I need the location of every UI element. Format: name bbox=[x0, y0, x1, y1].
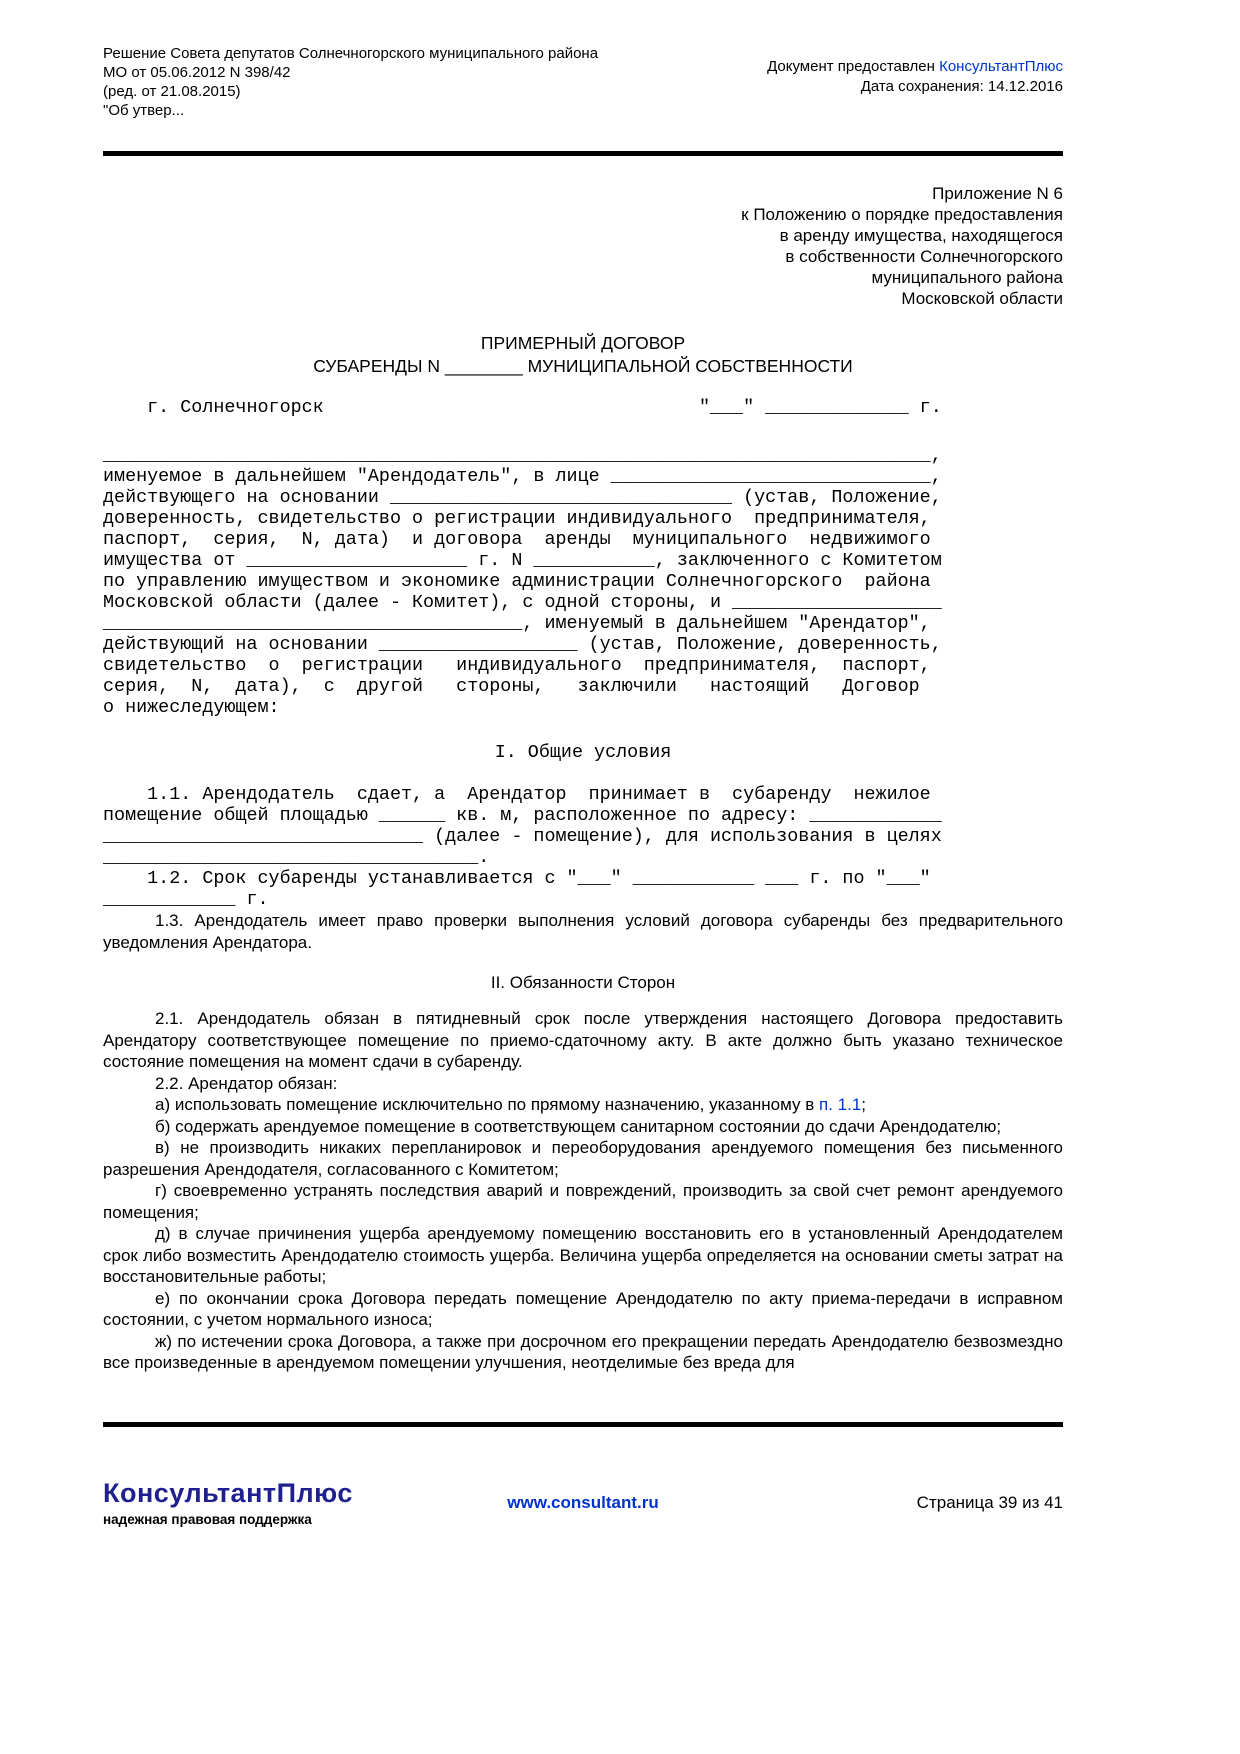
text-line: __________________________________. bbox=[103, 847, 490, 868]
text-line: в собственности Солнечногорского bbox=[785, 247, 1063, 266]
text-line: 1.2. Срок субаренды устанавливается с "___" ___________ ___ г. по "___" bbox=[103, 868, 931, 889]
document-provided-info bbox=[767, 44, 1063, 120]
title-line-2: СУБАРЕНДЫ N ________ МУНИЦИПАЛЬНОЙ СОБСТВЕННОСТИ bbox=[313, 356, 853, 376]
text-line: в аренду имущества, находящегося bbox=[779, 226, 1063, 245]
text-line: помещение общей площадью ______ кв. м, расположенное по адресу: ____________ bbox=[103, 805, 942, 826]
saved-date: Дата сохранения: 14.12.2016 bbox=[860, 78, 1063, 95]
clause-1-3: 1.3. Арендодатель имеет право проверки выполнения условий договора субаренды без предварительного уведомления Арендатора. bbox=[103, 911, 1063, 952]
text-line: действующий на основании __________________ (устав, Положение, доверенность, bbox=[103, 634, 942, 655]
clause-2-2: 2.2. Арендатор обязан: bbox=[155, 1073, 338, 1093]
top-divider bbox=[103, 151, 1063, 156]
text-line: доверенность, свидетельство о регистрации индивидуального предпринимателя, bbox=[103, 508, 931, 529]
text-line: Приложение N 6 bbox=[932, 184, 1063, 203]
brand-block bbox=[103, 1478, 507, 1527]
text-line: действующего на основании _______________________________ (устав, Положение, bbox=[103, 487, 942, 508]
clause-2-2-v: в) не производить никаких перепланировок и переоборудования арендуемого помещения без письменного разрешения Арендодателя, согласованного с Комитетом; bbox=[103, 1138, 1063, 1179]
text-line: Московской области (далее - Комитет), с одной стороны, и ___________________ bbox=[103, 592, 942, 613]
text-line: паспорт, серия, N, дата) и договора аренды муниципального недвижимого bbox=[103, 529, 931, 550]
provided-prefix: Документ предоставлен bbox=[767, 58, 940, 75]
text-line: свидетельство о регистрации индивидуального предпринимателя, паспорт, bbox=[103, 655, 931, 676]
text-line: о нижеследующем: bbox=[103, 697, 280, 718]
page-header bbox=[103, 0, 1063, 120]
text-line: ____________ г. bbox=[103, 889, 269, 910]
text-line: 1.1. Арендодатель сдает, а Арендатор принимает в субаренду нежилое bbox=[103, 784, 931, 805]
provided-line bbox=[767, 57, 1063, 77]
section-1-body bbox=[103, 784, 1063, 910]
clause-2-2-d: д) в случае причинения ущерба арендуемому помещению восстановить его в установленный Арендодателем срок либо возместить Арендодателю стоимость ущерба. Величина ущерба определяется на основании сметы затрат на восстановительные работы; bbox=[103, 1224, 1063, 1286]
text-line: по управлению имуществом и экономике администрации Солнечногорского района bbox=[103, 571, 931, 592]
consultantplus-logo: КонсультантПлюс bbox=[103, 1478, 353, 1508]
text-line: Решение Совета депутатов Солнечногорского муниципального района bbox=[103, 45, 599, 62]
clause-2-2-zh: ж) по истечении срока Договора, а также при досрочном его прекращении передать Арендодателю безвозмездно все произведенные в арендуемом помещении улучшения, неотделимые без вреда для bbox=[103, 1331, 1063, 1372]
footer-url-wrap bbox=[507, 1493, 658, 1513]
page-number: Страница 39 из 41 bbox=[916, 1492, 1063, 1512]
title-line-1: ПРИМЕРНЫЙ ДОГОВОР bbox=[480, 333, 686, 353]
clause-text: ; bbox=[861, 1095, 867, 1114]
text-line: _____________________________ (далее - помещение), для использования в целях bbox=[103, 826, 942, 847]
clause-2-2-b: б) содержать арендуемое помещение в соответствующем санитарном состоянии до сдачи Арендодателю; bbox=[155, 1116, 1002, 1136]
consultantplus-header-link[interactable]: КонсультантПлюс bbox=[939, 58, 1063, 75]
page-footer bbox=[103, 1478, 1063, 1527]
section-1-heading: I. Общие условия bbox=[494, 742, 672, 763]
clause-2-1: 2.1. Арендодатель обязан в пятидневный срок после утверждения настоящего Договора предоставить Арендатору соответствующее помещение по приемо-сдаточному акту. В акте должно быть указано техническое состояние помещения на момент сдачи в субаренду. bbox=[103, 1009, 1063, 1071]
text-line: Московской области bbox=[901, 289, 1063, 308]
clause-text: а) использовать помещение исключительно по прямому назначению, указанному в bbox=[155, 1095, 819, 1114]
appendix-block bbox=[103, 183, 1063, 309]
document-content bbox=[103, 0, 1063, 1374]
brand-tagline: надежная правовая поддержка bbox=[103, 1512, 312, 1527]
section-2-heading: II. Обязанности Сторон bbox=[490, 973, 676, 992]
text-line: (ред. от 21.08.2015) bbox=[103, 83, 241, 100]
place-date-line: г. Солнечногорск "___" _____________ г. bbox=[103, 397, 942, 418]
text-line: муниципального района bbox=[871, 268, 1063, 287]
text-line: "Об утвер... bbox=[103, 102, 185, 119]
text-line: ______________________________________, именуемый в дальнейшем "Арендатор", bbox=[103, 613, 931, 634]
contract-preamble bbox=[103, 445, 1063, 718]
clause-2-2-g: г) своевременно устранять последствия аварий и повреждений, производить за свой счет ремонт арендуемого помещения; bbox=[103, 1181, 1063, 1222]
clause-2-2-a bbox=[103, 1094, 1063, 1116]
text-line: серия, N, дата), с другой стороны, заключили настоящий Договор bbox=[103, 676, 920, 697]
document-reference bbox=[103, 44, 598, 120]
text-line: к Положению о порядке предоставления bbox=[741, 205, 1063, 224]
text-line: именуемое в дальнейшем "Арендодатель", в лице _____________________________, bbox=[103, 466, 942, 487]
text-line: МО от 05.06.2012 N 398/42 bbox=[103, 64, 291, 81]
clause-1-1-link[interactable]: п. 1.1 bbox=[818, 1095, 862, 1114]
text-line: ___________________________________________________________________________, bbox=[103, 445, 942, 466]
text-line: имущества от ____________________ г. N ___________, заключенного с Комитетом bbox=[103, 550, 942, 571]
document-title bbox=[103, 332, 1063, 378]
clause-2-2-e: е) по окончании срока Договора передать помещение Арендодателю по акту приема-передачи в исправном состоянии, с учетом нормального износа; bbox=[103, 1288, 1063, 1329]
bottom-divider bbox=[103, 1422, 1063, 1427]
consultant-url-link[interactable]: www.consultant.ru bbox=[507, 1492, 659, 1512]
